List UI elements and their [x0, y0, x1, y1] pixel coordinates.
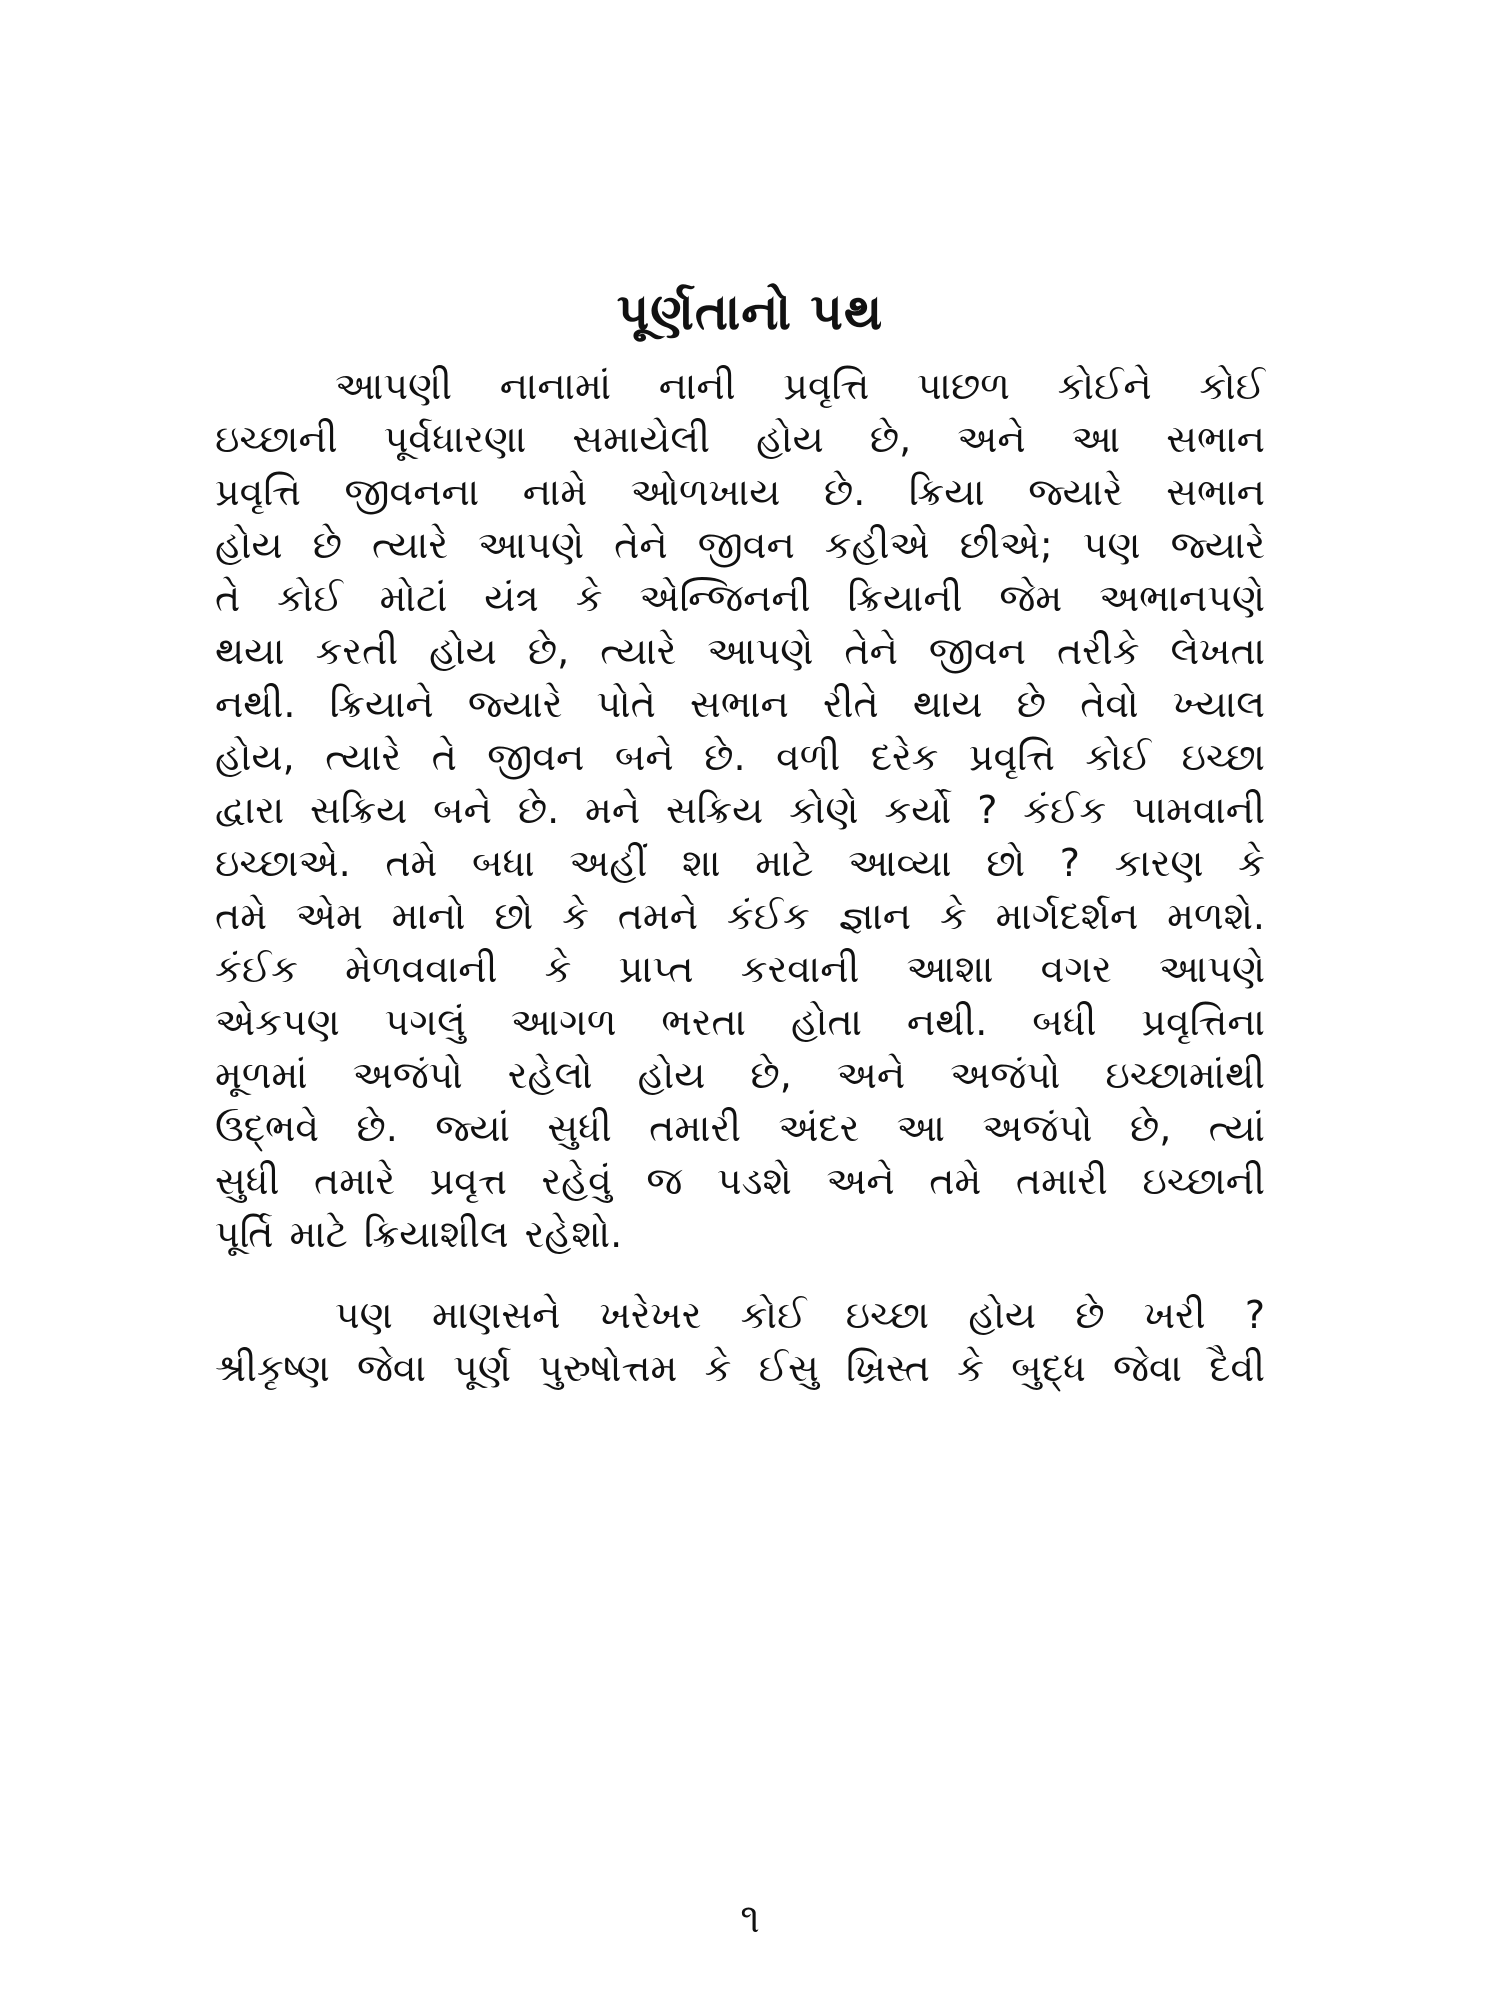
text-line: પૂર્તિ માટે ક્રિયાશીલ રહેશો.: [215, 1212, 623, 1256]
text-line: ઇચ્છાએ. તમે બધા અહીં શા માટે આવ્યા છો ? કારણ કે: [215, 841, 1265, 885]
text-line: ઇચ્છાની પૂર્વધારણા સમાયેલી હોય છે, અને આ સભાન: [215, 417, 1265, 461]
text-line: તમે એમ માનો છો કે તમને કંઈક જ્ઞાન કે માર્ગદર્શન મળશે.: [215, 894, 1265, 938]
text-line: એકપણ પગલું આગળ ભરતા હોતા નથી. બધી પ્રવૃત્તિના: [215, 1000, 1265, 1044]
text-line: ઉદ્ભવે છે. જ્યાં સુધી તમારી અંદર આ અજંપો છે, ત્યાં: [215, 1106, 1265, 1150]
page-title: પૂર્ણતાનો પથ: [616, 283, 884, 341]
text-line: મૂળમાં અજંપો રહેલો હોય છે, અને અજંપો ઇચ્છામાંથી: [215, 1053, 1265, 1097]
text-line: પણ માણસને ખરેખર કોઈ ઇચ્છા હોય છે ખરી ?: [335, 1293, 1265, 1337]
paragraph-2: [215, 1289, 1265, 1395]
text-line: હોય, ત્યારે તે જીવન બને છે. વળી દરેક પ્રવૃત્તિ કોઈ ઇચ્છા: [215, 735, 1265, 779]
text-line: કંઈક મેળવવાની કે પ્રાપ્ત કરવાની આશા વગર આપણે: [215, 947, 1265, 991]
text-line: દ્વારા સક્રિય બને છે. મને સક્રિય કોણે કર્યો ? કંઈક પામવાની: [215, 788, 1265, 832]
text-line: થયા કરતી હોય છે, ત્યારે આપણે તેને જીવન તરીકે લેખતા: [215, 629, 1265, 673]
body-text: [215, 360, 1265, 1395]
text-line: તે કોઈ મોટાં યંત્ર કે એન્જિનની ક્રિયાની જેમ અભાનપણે: [215, 576, 1265, 620]
text-line: આપણી નાનામાં નાની પ્રવૃત્તિ પાછળ કોઈને કોઈ: [335, 364, 1266, 408]
text-line: નથી. ક્રિયાને જ્યારે પોતે સભાન રીતે થાય છે તેવો ખ્યાલ: [215, 682, 1265, 726]
text-line: શ્રીકૃષ્ણ જેવા પૂર્ણ પુરુષોત્તમ કે ઈસુ ખ્રિસ્ત કે બુદ્ધ જેવા દૈવી: [215, 1346, 1265, 1390]
text-line: પ્રવૃત્તિ જીવનના નામે ઓળખાય છે. ક્રિયા જ્યારે સભાન: [215, 470, 1265, 514]
page-number: ૧: [740, 1896, 760, 1942]
paragraph-1: [215, 360, 1265, 1261]
text-line: હોય છે ત્યારે આપણે તેને જીવન કહીએ છીએ; પણ જ્યારે: [215, 523, 1265, 567]
text-line: સુધી તમારે પ્રવૃત્ત રહેવું જ પડશે અને તમે તમારી ઇચ્છાની: [215, 1159, 1265, 1203]
